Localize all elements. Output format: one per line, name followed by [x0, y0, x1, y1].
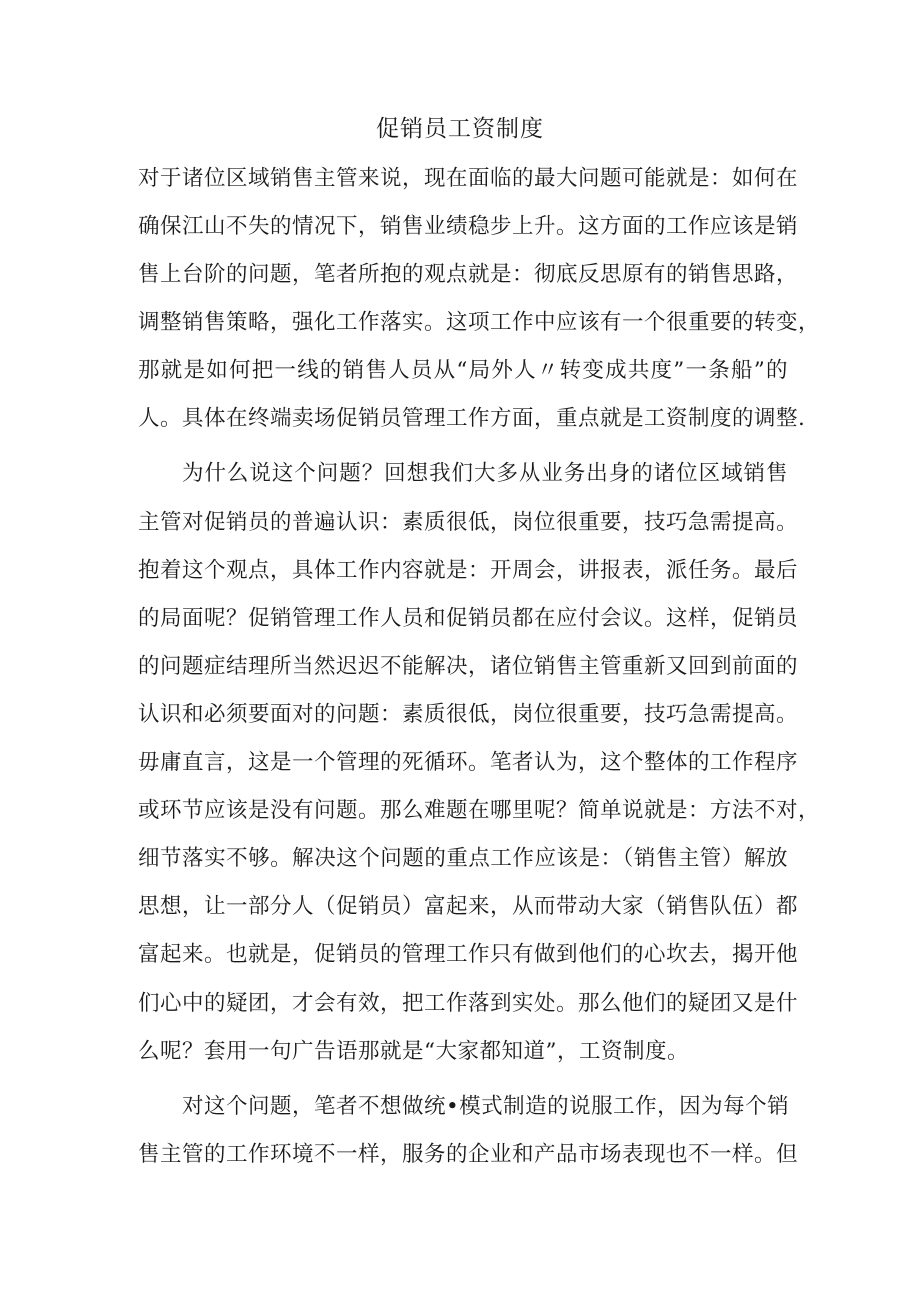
paragraph-1-line-6: 人。具体在终端卖场促销员管理工作方面，重点就是工资制度的调整.: [138, 406, 806, 432]
paragraph-2-line-6: 认识和必须要面对的问题：素质很低，岗位很重要，技巧急需提高。: [138, 701, 799, 727]
document-title: 促销员工资制度: [376, 116, 544, 142]
paragraph-3-line-1: 对这个问题，笔者不想做统•模式制造的说服工作，因为每个销: [182, 1093, 790, 1119]
paragraph-3-line-2: 售主管的工作环境不一样，服务的企业和产品市场表现也不一样。但: [138, 1141, 799, 1167]
paragraph-1-line-3: 售上台阶的问题，笔者所抱的观点就是：彻底反思原有的销售思路，: [138, 262, 799, 288]
paragraph-1-line-5: 那就是如何把一线的销售人员从“局外人〃转变成共度”一条船”的: [138, 358, 788, 384]
paragraph-2-line-5: 的问题症结理所当然迟迟不能解决，诸位销售主管重新又回到前面的: [138, 653, 799, 679]
paragraph-2-line-7: 毋庸直言，这是一个管理的死循环。笔者认为，这个整体的工作程序: [138, 750, 799, 776]
document-body: [138, 160, 821, 1184]
paragraph-2-line-12: 们心中的疑团，才会有效，把工作落到实处。那么他们的疑团又是什: [138, 990, 799, 1016]
paragraph-2-line-8: 或环节应该是没有问题。那么难题在哪里呢？简单说就是：方法不对，: [138, 798, 821, 824]
paragraph-2-line-4: 的局面呢？促销管理工作人员和促销员都在应付会议。这样，促销员: [138, 605, 799, 631]
paragraph-1-line-4: 调整销售策略，强化工作落实。这项工作中应该有一个很重要的转变，: [138, 310, 821, 336]
paragraph-2-line-2: 主管对促销员的普遍认识：素质很低，岗位很重要，技巧急需提高。: [138, 509, 799, 535]
paragraph-2-line-13: 么呢？套用一句广告语那就是“大家都知道”，工资制度。: [138, 1038, 689, 1064]
paragraph-1-line-2: 确保江山不失的情况下，销售业绩稳步上升。这方面的工作应该是销: [138, 214, 799, 240]
paragraph-1-line-1: 对于诸位区域销售主管来说，现在面临的最大问题可能就是：如何在: [138, 166, 799, 191]
paragraph-2-line-10: 思想，让一部分人（促销员）富起来，从而带动大家（销售队伍）都: [138, 894, 799, 920]
paragraph-2-line-11: 富起来。也就是，促销员的管理工作只有做到他们的心坎去，揭开他: [138, 942, 799, 968]
paragraph-2-line-1: 为什么说这个问题？回想我们大多从业务出身的诸位区域销售: [182, 461, 788, 487]
paragraph-2-line-3: 抱着这个观点，具体工作内容就是：开周会，讲报表，派任务。最后: [138, 557, 799, 583]
paragraph-2-line-9: 细节落实不够。解决这个问题的重点工作应该是：（销售主管）解放: [138, 846, 788, 872]
